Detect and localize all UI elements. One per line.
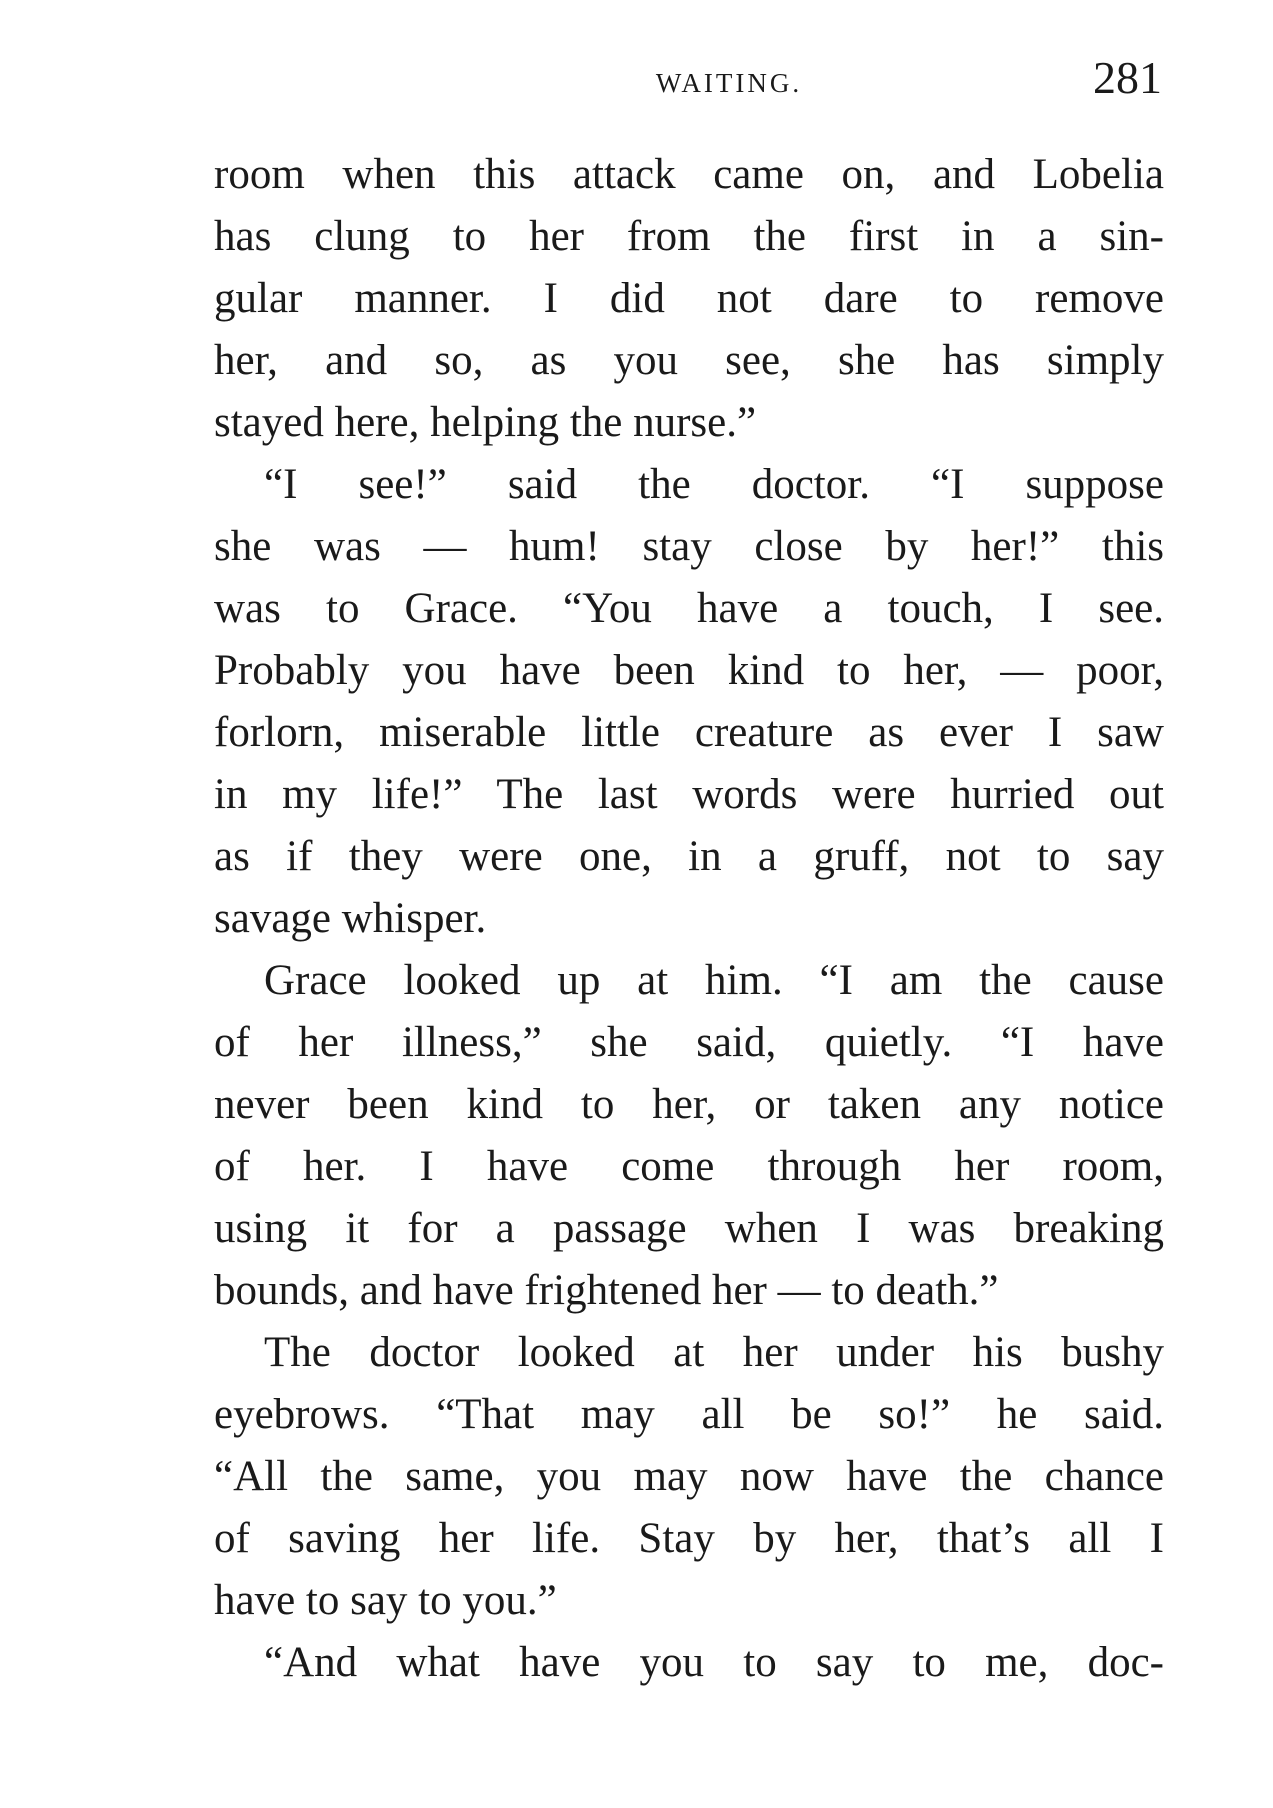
text-line: forlorn, miserable little creature as ever I saw — [214, 709, 1164, 756]
text-line: have to say to you.” — [214, 1577, 557, 1624]
text-line: gular manner. I did not dare to remove — [214, 275, 1164, 322]
text-line: in my life!” The last words were hurried out — [214, 771, 1164, 818]
text-line: using it for a passage when I was breaking — [214, 1205, 1164, 1252]
text-line: stayed here, helping the nurse.” — [214, 399, 757, 446]
text-line: as if they were one, in a gruff, not to say — [214, 833, 1164, 880]
text-line: has clung to her from the first in a sin- — [214, 213, 1164, 260]
text-line: room when this attack came on, and Lobelia — [214, 151, 1164, 198]
text-line: of saving her life. Stay by her, that’s all I — [214, 1515, 1164, 1562]
text-line: “I see!” said the doctor. “I suppose — [264, 461, 1164, 508]
text-line: never been kind to her, or taken any notice — [214, 1081, 1164, 1128]
text-line: her, and so, as you see, she has simply — [214, 337, 1164, 384]
body-text — [214, 144, 1164, 1694]
text-line: bounds, and have frightened her — to death.” — [214, 1267, 999, 1314]
text-line: eyebrows. “That may all be so!” he said. — [214, 1391, 1164, 1438]
running-head — [214, 50, 1174, 110]
text-line: The doctor looked at her under his bushy — [264, 1329, 1164, 1376]
page-number: 281 — [1093, 52, 1162, 103]
text-line: “All the same, you may now have the chance — [214, 1453, 1164, 1500]
text-line: Grace looked up at him. “I am the cause — [264, 957, 1164, 1004]
text-line: “And what have you to say to me, doc- — [264, 1639, 1164, 1686]
text-line: savage whisper. — [214, 895, 487, 942]
running-title: WAITING. — [655, 68, 803, 98]
text-line: she was — hum! stay close by her!” this — [214, 523, 1164, 570]
text-line: Probably you have been kind to her, — poor, — [214, 647, 1164, 694]
text-line: of her illness,” she said, quietly. “I have — [214, 1019, 1164, 1066]
text-line: was to Grace. “You have a touch, I see. — [214, 585, 1164, 632]
text-line: of her. I have come through her room, — [214, 1143, 1164, 1190]
